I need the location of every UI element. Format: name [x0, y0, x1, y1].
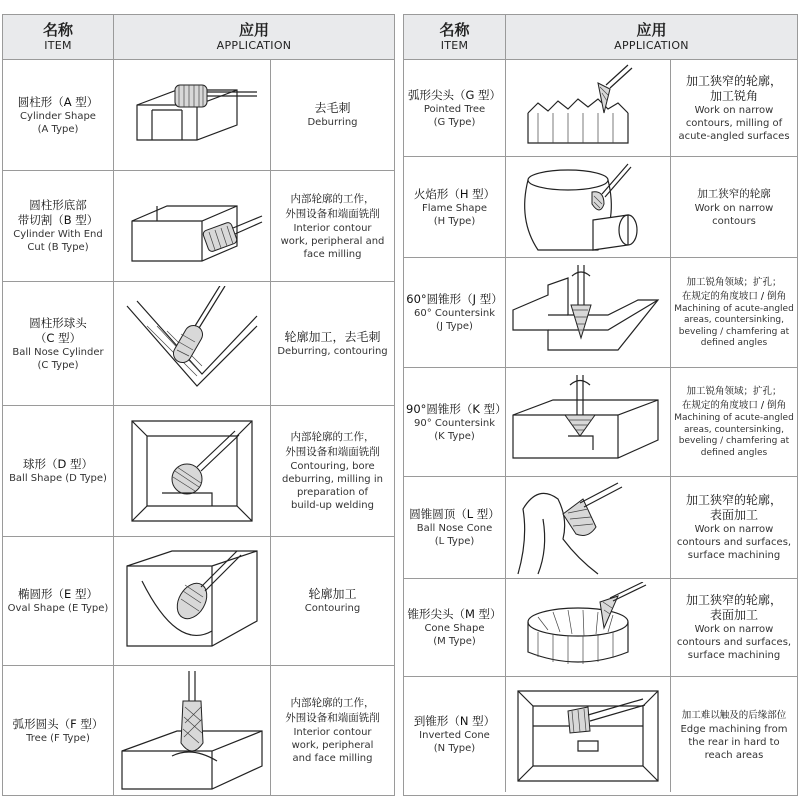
cylinder-end-cut-burr-icon	[117, 176, 267, 276]
item-type-en: (L Type)	[434, 536, 475, 547]
item-cell	[404, 677, 506, 792]
item-name-en: Cylinder With End Cut (B Type)	[13, 229, 103, 253]
item-name-zh: 弧形尖头（G 型）	[407, 87, 502, 102]
application-en: Contouring, bore deburring, milling in preparation of build-up welding	[282, 461, 383, 511]
application-zh: 内部轮廓的工作， 外围设备和端面铣削	[285, 431, 380, 458]
application-zh: 加工狭窄的轮廓， 加工锐角	[685, 73, 782, 103]
application-en: Edge machining from the rear in hard to reach areas	[680, 723, 788, 761]
illustration-cell	[114, 171, 271, 281]
table-row	[3, 60, 394, 171]
item-cell	[3, 666, 114, 795]
application-cell	[671, 157, 797, 257]
inverted-cone-burr-icon	[508, 681, 668, 789]
application-cell	[271, 666, 394, 795]
item-name-en: Tree (F Type)	[26, 732, 90, 744]
illustration-cell	[506, 579, 671, 676]
header-item-zh: 名称	[439, 20, 470, 39]
item-cell	[404, 258, 506, 367]
illustration-cell	[114, 666, 271, 795]
item-name-zh: 椭圆形（E 型）	[18, 587, 98, 601]
header-item-cell	[404, 15, 506, 59]
cylinder-burr-icon	[117, 65, 267, 165]
application-en: Deburring	[307, 117, 358, 128]
header-app-zh: 应用	[238, 20, 269, 39]
table-row	[404, 258, 797, 368]
item-cell	[404, 368, 506, 476]
application-en: Interior contour work, peripheral and face milling	[291, 727, 374, 764]
table-header	[3, 15, 394, 60]
table-row	[3, 406, 394, 537]
table-row	[404, 157, 797, 258]
illustration-cell	[506, 677, 671, 792]
item-name-en: Pointed Tree	[423, 103, 486, 115]
item-cell	[404, 579, 506, 676]
item-name-en: Ball Shape (D Type)	[9, 473, 107, 484]
application-cell	[271, 282, 394, 405]
illustration-cell	[506, 60, 671, 156]
header-application-cell	[114, 15, 394, 59]
table-row	[404, 60, 797, 157]
application-en: Work on narrow contours and surfaces, surface machining	[676, 524, 792, 561]
application-zh: 加工难以触及的后缘部位	[681, 709, 787, 721]
application-en: Work on narrow contours, milling of acute-angled surfaces	[678, 104, 790, 142]
application-cell	[271, 406, 394, 536]
application-zh: 加工狭窄的轮廓	[697, 187, 771, 200]
application-en: Machining of acute-angled areas, countersinking, beveling / chamfering at defined angles	[674, 413, 794, 458]
illustration-cell	[114, 537, 271, 665]
item-name-en: 60° Countersink	[414, 308, 495, 319]
application-cell	[671, 579, 797, 676]
application-zh: 加工狭窄的轮廓， 表面加工	[685, 593, 782, 622]
item-cell	[404, 60, 506, 156]
item-type-en: (M Type)	[433, 636, 476, 647]
item-cell	[3, 171, 114, 281]
item-name-zh: 火焰形（H 型）	[413, 186, 496, 201]
illustration-cell	[506, 258, 671, 367]
application-zh: 轮廓加工，去毛刺	[284, 329, 381, 344]
item-name-zh: 圆柱形底部 带切割（B 型）	[17, 198, 99, 227]
item-name-zh: 锥形尖头（M 型）	[407, 607, 502, 621]
oval-burr-icon	[117, 541, 267, 661]
table-row	[404, 368, 797, 477]
item-name-zh: 60°圆锥形（J 型）	[406, 292, 503, 306]
application-cell	[271, 60, 394, 170]
ball-nose-cylinder-burr-icon	[117, 286, 267, 401]
application-cell	[671, 258, 797, 367]
item-type-en: (C Type)	[37, 359, 79, 371]
item-name-en: Oval Shape (E Type)	[7, 603, 109, 614]
item-name-zh: 到锥形（N 型）	[413, 714, 496, 728]
application-cell	[671, 368, 797, 476]
application-cell	[671, 60, 797, 156]
item-type-en: (K Type)	[434, 430, 475, 442]
right-table	[403, 14, 798, 796]
pointed-tree-burr-icon	[508, 63, 668, 153]
table-row	[3, 666, 394, 795]
item-type-en: (J Type)	[436, 321, 473, 332]
application-zh: 加工锐角领域；扩孔； 在规定的角度坡口 / 倒角	[681, 276, 787, 302]
header-item-en: ITEM	[440, 38, 469, 52]
item-type-en: (N Type)	[433, 743, 476, 754]
item-type-en: (G Type)	[433, 116, 476, 128]
item-cell	[404, 477, 506, 578]
illustration-cell	[506, 157, 671, 257]
item-name-en: Flame Shape	[421, 202, 488, 214]
item-name-en: Inverted Cone	[419, 730, 490, 741]
item-name-zh: 圆柱形（A 型）	[17, 94, 99, 109]
illustration-cell	[114, 282, 271, 405]
header-app-en: APPLICATION	[614, 38, 689, 52]
application-zh: 去毛刺	[314, 101, 351, 115]
application-en: Machining of acute-angled areas, countersinking, beveling / chamfering at defined angles	[674, 303, 794, 348]
header-app-en: APPLICATION	[216, 38, 292, 52]
table-header	[404, 15, 797, 60]
application-zh: 轮廓加工	[308, 587, 357, 601]
application-cell	[271, 537, 394, 665]
item-cell	[3, 60, 114, 170]
illustration-cell	[114, 60, 271, 170]
item-type-en: (H Type)	[433, 215, 476, 227]
header-app-zh: 应用	[636, 20, 667, 39]
left-table	[2, 14, 395, 796]
item-name-zh: 圆柱形球头 （C 型）	[29, 315, 87, 345]
application-cell	[671, 677, 797, 792]
item-name-zh: 90°圆锥形（K 型）	[406, 401, 507, 416]
item-name-en: Cylinder Shape	[20, 110, 96, 122]
illustration-cell	[114, 406, 271, 536]
item-name-zh: 圆锥圆顶（L 型）	[409, 507, 500, 521]
countersink-60-burr-icon	[508, 260, 668, 365]
header-application-cell	[506, 15, 797, 59]
application-cell	[271, 171, 394, 281]
ball-burr-icon	[117, 411, 267, 531]
item-cell	[3, 537, 114, 665]
illustration-cell	[506, 368, 671, 476]
item-type-en: (A Type)	[37, 123, 79, 135]
application-zh: 加工狭窄的轮廓， 表面加工	[685, 493, 782, 522]
table-row	[404, 677, 797, 792]
application-zh: 加工锐角领域；扩孔； 在规定的角度坡口 / 倒角	[681, 386, 787, 411]
item-name-en: Ball Nose Cone	[416, 523, 493, 534]
header-item-zh: 名称	[42, 20, 73, 39]
illustration-cell	[506, 477, 671, 578]
application-zh: 内部轮廓的工作， 外围设备和端面铣削	[285, 192, 380, 220]
application-en: Interior contour work, peripheral and face milling	[280, 222, 385, 260]
countersink-90-burr-icon	[508, 370, 668, 475]
header-item-cell	[3, 15, 114, 59]
table-row	[404, 579, 797, 677]
application-en: Work on narrow contours	[694, 202, 774, 227]
application-en: Deburring, contouring	[277, 345, 388, 357]
item-name-en: Ball Nose Cylinder	[12, 346, 104, 358]
table-row	[3, 537, 394, 666]
item-name-zh: 弧形圆头（F 型）	[12, 716, 104, 731]
item-name-zh: 球形（D 型）	[22, 457, 93, 471]
flame-burr-icon	[508, 160, 668, 255]
item-name-en: Cone Shape	[424, 623, 485, 634]
cone-burr-icon	[508, 582, 668, 674]
application-cell	[671, 477, 797, 578]
item-cell	[404, 157, 506, 257]
table-row	[3, 282, 394, 406]
item-cell	[3, 406, 114, 536]
application-en: Work on narrow contours and surfaces, surface machining	[676, 624, 792, 661]
application-zh: 内部轮廓的工作， 外围设备和端面铣削	[285, 697, 380, 724]
application-en: Contouring	[304, 603, 361, 614]
item-name-en: 90° Countersink	[414, 417, 495, 429]
ball-nose-cone-burr-icon	[508, 479, 668, 577]
table-row	[3, 171, 394, 282]
table-row	[404, 477, 797, 579]
header-item-en: ITEM	[44, 38, 72, 52]
tree-burr-icon	[117, 671, 267, 791]
item-cell	[3, 282, 114, 405]
